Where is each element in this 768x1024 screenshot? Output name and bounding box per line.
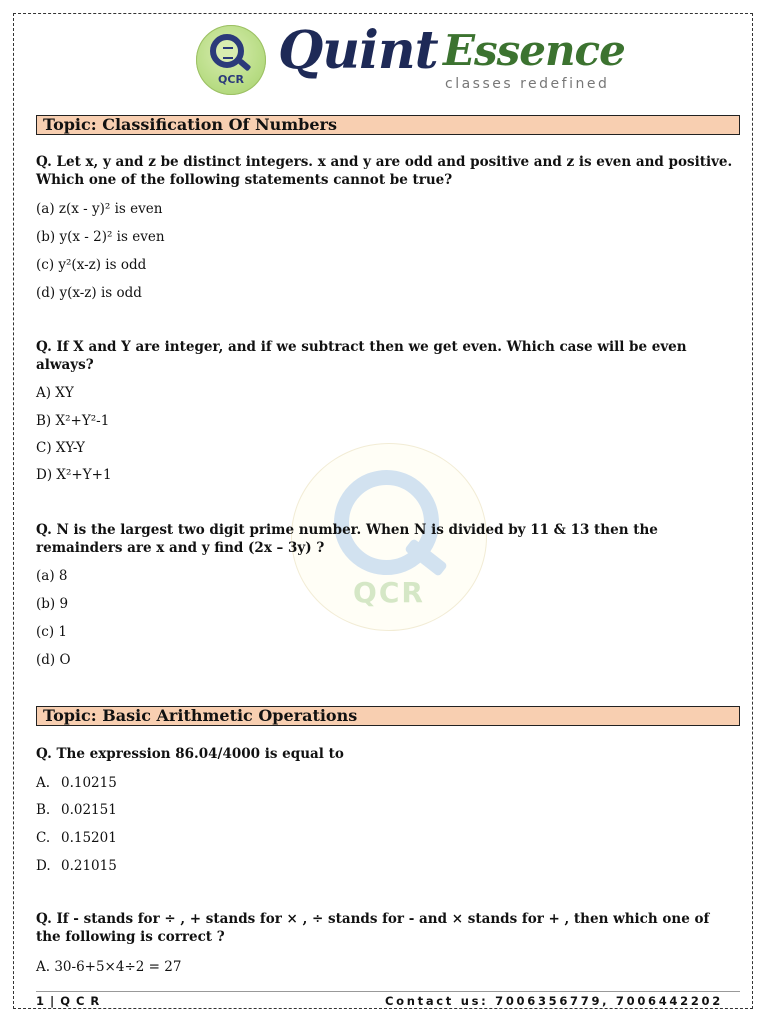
q-logo-icon [210,34,244,68]
brand-name-essence: Essence [443,26,625,75]
option-label: C. [36,830,51,846]
footer-divider [36,991,740,992]
question-text: Q. The expression 86.04/4000 is equal to [36,746,344,762]
option-value: 0.15201 [61,830,117,846]
option-value: 0.10215 [61,775,117,791]
option: (d) y(x-z) is odd [36,285,142,301]
option: (c) y²(x-z) is odd [36,257,147,273]
option-label: A. [36,775,51,791]
option: (b) 9 [36,596,69,612]
option: (d) O [36,652,71,668]
option-label: B. [36,802,51,818]
option: C) XY-Y [36,440,85,456]
header [0,20,768,100]
option: (a) z(x - y)² is even [36,201,163,217]
option-value: 0.21015 [61,858,117,874]
option [36,802,117,818]
option: (a) 8 [36,568,68,584]
option: A. 30-6+5×4÷2 = 27 [36,959,182,975]
option [36,858,117,874]
option [36,830,117,846]
contact-info: Contact us: 7006356779, 7006442202 [385,994,723,1008]
option: D) X²+Y+1 [36,467,112,483]
option: A) XY [36,385,74,401]
option-label: D. [36,858,51,874]
option [36,775,117,791]
watermark-text: QCR [353,576,425,609]
question-text: Q. If - stands for ÷ , + stands for × , ÷ stands for - and × stands for + , then which one of the following is correct ? [36,911,710,945]
topic-heading: Topic: Basic Arithmetic Operations [36,706,740,726]
question-text: Q. N is the largest two digit prime number. When N is divided by 11 & 13 then the remainders are x and y find (2x – 3y) ? [36,522,658,556]
page-number: 1 | Q C R [36,994,101,1008]
qcr-logo [196,25,266,95]
option: (b) y(x - 2)² is even [36,229,165,245]
brand-tagline: classes redefined [445,76,610,92]
option: (c) 1 [36,624,67,640]
brand-name-quint: Quint [278,20,438,81]
option-value: 0.02151 [61,802,117,818]
option: B) X²+Y²-1 [36,413,110,429]
question-text: Q. Let x, y and z be distinct integers. x and y are odd and positive and z is even and positive. Which one of the following statements cannot be true? [36,154,733,188]
topic-heading: Topic: Classification Of Numbers [36,115,740,135]
logo-text: QCR [218,73,244,86]
question-text: Q. If X and Y are integer, and if we subtract then we get even. Which case will be even always? [36,339,687,373]
